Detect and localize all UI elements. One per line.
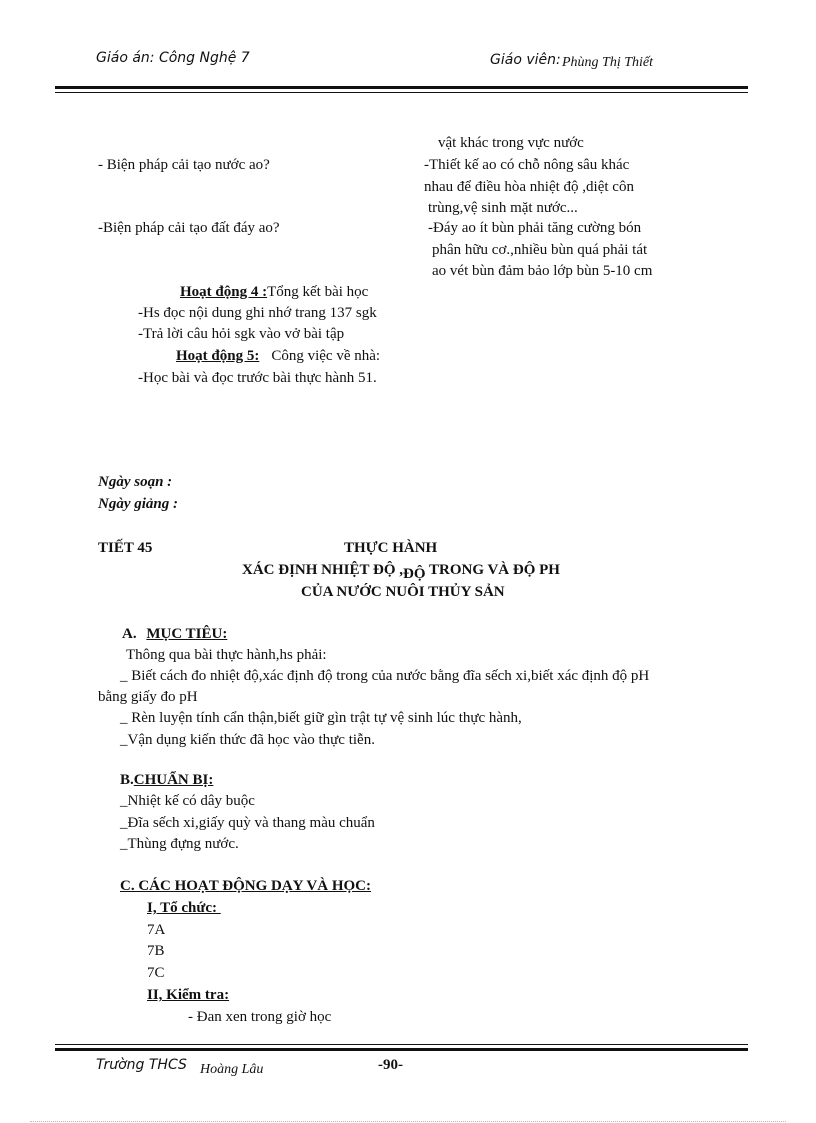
section-a-intro: Thông qua bài thực hành,hs phải: <box>126 647 327 663</box>
answer-soil-line-3: ao vét bùn đảm bảo lớp bùn 5-10 cm <box>432 263 653 279</box>
section-a-title: MỤC TIÊU: <box>146 626 228 642</box>
section-b-title: CHUẨN BỊ: <box>133 772 214 788</box>
section-a-line-3: _Vận dụng kiến thức đã học vào thực tiễn. <box>120 732 375 748</box>
answer-water-line-3: trùng,vệ sinh mặt nước... <box>428 200 578 216</box>
section-b-prefix: B. <box>120 772 134 788</box>
footer-school-label: Trường THCS <box>96 1057 187 1073</box>
activity-5-heading <box>176 348 380 365</box>
question-water: - Biện pháp cải tạo nước ao? <box>98 157 270 173</box>
answer-continuation: vật khác trong vực nước <box>438 135 584 151</box>
organization-title: I, Tổ chức: <box>147 900 217 916</box>
section-a-line-1b: bằng giấy đo pH <box>98 689 198 705</box>
lesson-title-line-1: THỰC HÀNH <box>344 540 438 556</box>
section-b-heading <box>120 772 213 789</box>
activity-5-desc: Công việc về nhà: <box>271 348 381 364</box>
date-taught: Ngày giảng : <box>98 496 178 512</box>
section-b-item-1: _Nhiệt kế có dây buộc <box>120 793 255 809</box>
activity-4-item-2: -Trả lời câu hỏi sgk vào vở bài tập <box>138 326 345 342</box>
lesson-number: TIẾT 45 <box>98 540 153 556</box>
header-teacher-label: Giáo viên: <box>490 52 561 68</box>
header-rule-thin <box>55 92 748 93</box>
footer-rule-thick <box>55 1048 748 1051</box>
activity-5-title: Hoạt động 5: <box>176 348 260 364</box>
section-b-item-3: _Thùng đựng nước. <box>120 836 239 852</box>
section-a-heading <box>122 626 227 643</box>
footer-school-name: Hoàng Lâu <box>200 1062 264 1077</box>
answer-water-line-1: -Thiết kế ao có chỗ nông sâu khác <box>424 157 630 173</box>
activity-5-item-1: -Học bài và đọc trước bài thực hành 51. <box>138 370 377 386</box>
section-a-line-1: _ Biết cách đo nhiệt độ,xác định độ trong của nước bằng đĩa sếch xi,biết xác định độ pH <box>120 668 650 684</box>
section-b-item-2: _Đĩa sếch xi,giấy quỳ và thang màu chuẩn <box>120 815 375 831</box>
check-item: - Đan xen trong giờ học <box>188 1009 332 1025</box>
date-prepared: Ngày soạn : <box>98 474 173 490</box>
lesson-title-line-2a: XÁC ĐỊNH NHIỆT ĐỘ , <box>242 562 403 578</box>
footer-rule-thin <box>55 1044 748 1045</box>
bottom-dotted-line <box>30 1121 786 1122</box>
header-subject: Giáo án: Công Nghệ 7 <box>96 50 250 66</box>
header-rule-thick <box>55 86 748 89</box>
class-7a: 7A <box>147 922 166 938</box>
activity-4-item-1: -Hs đọc nội dung ghi nhớ trang 137 sgk <box>138 305 377 321</box>
section-a-line-2: _ Rèn luyện tính cẩn thận,biết giữ gìn trật tự vệ sinh lúc thực hành, <box>120 710 522 726</box>
question-soil: -Biện pháp cải tạo đất đáy ao? <box>98 220 280 236</box>
organization-underline <box>217 900 243 917</box>
section-a-prefix: A. <box>122 626 137 642</box>
answer-soil-line-2: phân hữu cơ.,nhiều bùn quá phải tát <box>432 242 648 258</box>
organization-heading <box>147 900 243 917</box>
lesson-title-line-2 <box>242 562 560 582</box>
lesson-title-line-2c: TRONG VÀ ĐỘ PH <box>425 562 560 578</box>
activity-4-title: Hoạt động 4 : <box>180 284 268 300</box>
class-7c: 7C <box>147 965 165 981</box>
check-heading: II, Kiểm tra: <box>147 987 230 1003</box>
lesson-title-line-2b: ĐỘ <box>403 566 426 582</box>
class-7b: 7B <box>147 943 165 959</box>
page-number: -90- <box>378 1057 403 1073</box>
lesson-title-line-3: CỦA NƯỚC NUÔI THỦY SẢN <box>301 584 505 600</box>
activity-4-heading <box>180 284 368 301</box>
answer-water-line-2: nhau để điều hòa nhiệt độ ,diệt côn <box>424 179 634 195</box>
section-c-heading: C. CÁC HOẠT ĐỘNG DẠY VÀ HỌC: <box>120 878 371 894</box>
answer-soil-line-1: -Đáy ao ít bùn phải tăng cường bón <box>428 220 642 236</box>
activity-4-desc: Tổng kết bài học <box>267 284 369 300</box>
header-teacher-name: Phùng Thị Thiết <box>562 55 654 70</box>
